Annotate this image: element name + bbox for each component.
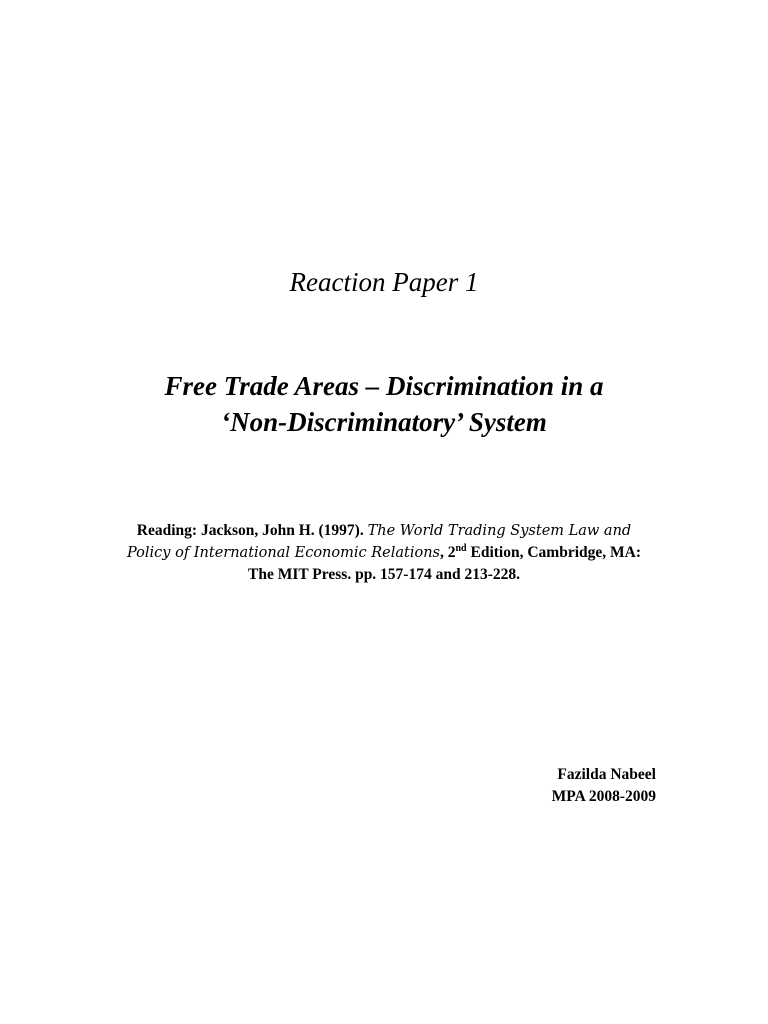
book-title-line-1: The World Trading System Law and	[367, 523, 632, 539]
reading-prefix: Reading: Jackson, John H. (1997).	[136, 522, 368, 539]
paper-title-line-1: Free Trade Areas – Discrimination in a	[164, 371, 604, 401]
edition-rest: Edition, Cambridge, MA:	[466, 544, 641, 561]
edition-superscript: nd	[455, 542, 467, 554]
author-block	[552, 764, 656, 808]
publisher-pages: The MIT Press. pp. 157-174 and 213-228.	[248, 566, 520, 583]
paper-title	[0, 368, 768, 440]
paper-title-line-2: ‘Non-Discriminatory’ System	[221, 407, 547, 437]
reading-reference	[110, 520, 658, 586]
author-name: Fazilda Nabeel	[557, 766, 656, 783]
book-title-line-2: Policy of International Economic Relations	[127, 545, 440, 561]
author-program: MPA 2008-2009	[551, 788, 656, 805]
paper-subtitle: Reaction Paper 1	[289, 267, 479, 297]
edition-prefix: , 2	[440, 544, 456, 561]
